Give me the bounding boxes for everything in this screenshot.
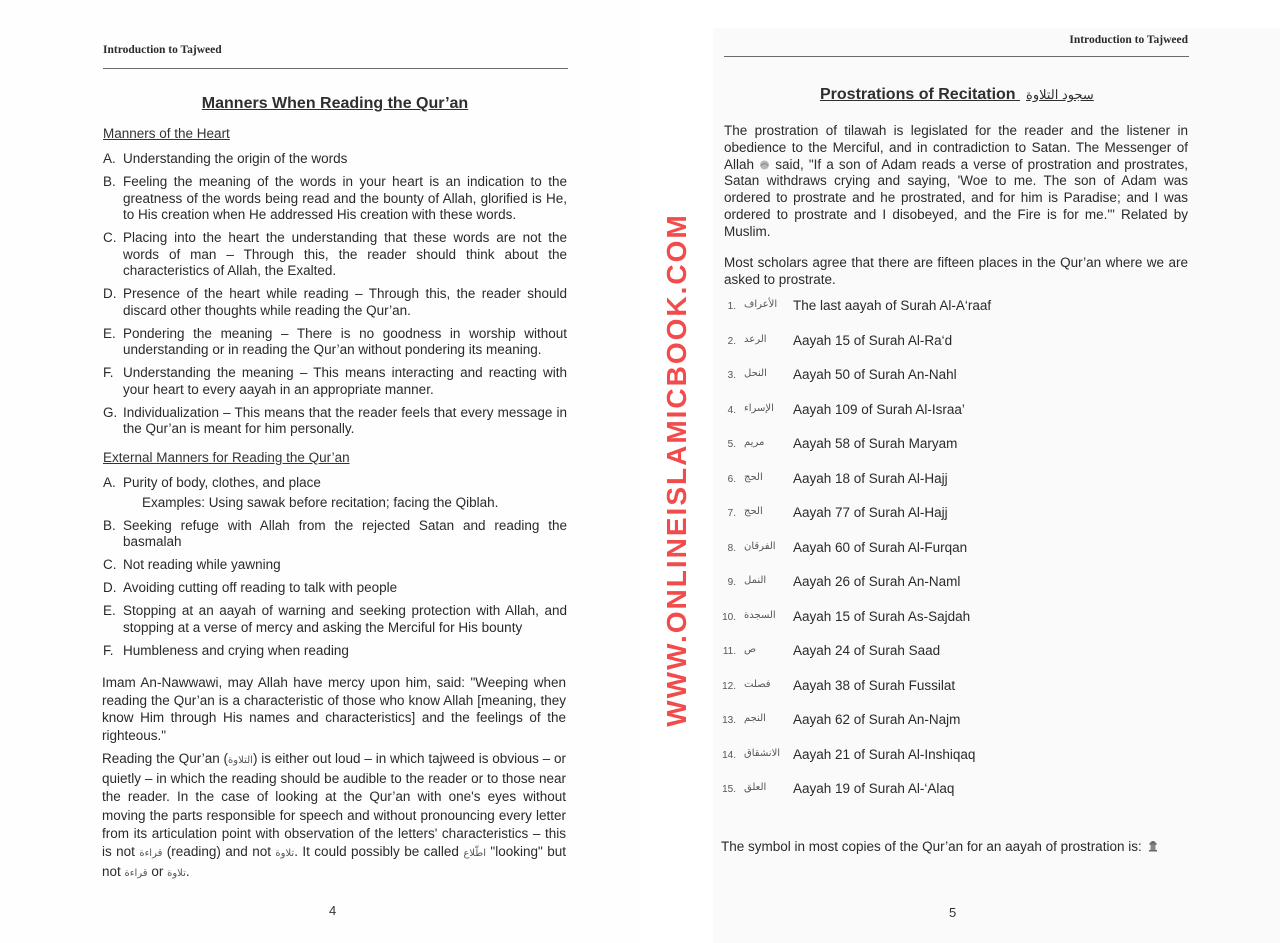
list-item [103, 230, 567, 280]
text-run: The prostration of tilawah is legislated for the reader and the listener in obedience to the Merciful, and in contradiction to Satan. The Messenger of Allah [724, 123, 1188, 172]
page-number: 4 [329, 903, 337, 918]
watermark-text: WWW.ONLINEISLAMICBOOK.COM [660, 213, 692, 727]
place-number: 5. [727, 439, 736, 450]
scholars-paragraph: Most scholars agree that there are fifteen places in the Qur’an where we are asked to prostrate. [724, 255, 1188, 287]
item-example: Examples: Using sawak before recitation; facing the Qiblah. [142, 494, 499, 510]
list-item [103, 365, 567, 398]
place-number: 14. [722, 749, 736, 761]
surah-arabic-name: النجم [744, 713, 766, 724]
salawat-honorific-icon [759, 160, 770, 170]
item-text: Feeling the meaning of the words in your heart is an indication to the greatness of the words being read and the bounty of Allah, glorified is He, to His creation when He addressed His creation with these words. [123, 174, 567, 222]
place-description: Aayah 15 of Surah As-Sajdah [793, 608, 971, 624]
place-number: 4. [727, 404, 736, 416]
prostration-place-item [720, 402, 1180, 437]
text-run: said, "If a son of Adam reads a verse of prostration and prostrates, Satan withdraws crying and saying, 'Woe to me. The son of Adam was ordered to prostrate and he prostrated, and for him is Paradise; and I was ordered to prostrate and I disobeyed, and the Fire is for me.'" Related by Muslim. [724, 156, 1188, 239]
item-text: Understanding the origin of the words [123, 151, 348, 166]
text-run: Reading the Qur’an ( [102, 751, 229, 766]
reading-paragraph [102, 750, 566, 883]
symbol-sentence [721, 838, 1158, 856]
item-letter: D. [103, 580, 117, 595]
item-text: Placing into the heart the understanding that these words are not the words of man – Through this, the reader should think about the characteristics of Allah, the Exalted. [123, 230, 567, 278]
place-number: 6. [727, 473, 736, 485]
item-text: Not reading while yawning [123, 557, 281, 572]
prostration-places-list [720, 298, 1180, 816]
list-item [103, 580, 567, 597]
header-rule [103, 68, 568, 69]
prostration-place-item [720, 643, 1180, 678]
item-text: Understanding the meaning – This means interacting and reacting with your heart to every aayah in an appropriate manner. [123, 365, 567, 397]
place-description: Aayah 58 of Surah Maryam [793, 436, 958, 451]
prostration-place-item [720, 712, 1180, 747]
prostration-place-item [720, 678, 1180, 713]
prostration-symbol-icon [1148, 839, 1158, 852]
item-letter: D. [103, 286, 117, 301]
text-run: The symbol in most copies of the Qur’an for an aayah of prostration is: [721, 839, 1142, 854]
place-description: Aayah 24 of Surah Saad [793, 643, 941, 658]
surah-arabic-name: الفرقان [744, 540, 776, 552]
right-page [713, 28, 1280, 943]
text-run: or [147, 864, 168, 880]
place-description: Aayah 50 of Surah An-Nahl [793, 367, 957, 382]
place-description: Aayah 19 of Surah Al-‘Alaq [793, 781, 955, 796]
arabic-term: قراءة [139, 848, 163, 860]
list-item [103, 151, 567, 168]
surah-arabic-name: مريم [744, 437, 765, 448]
item-text: Seeking refuge with Allah from the rejected Satan and reading the basmalah [123, 517, 567, 549]
page-number: 5 [949, 905, 957, 920]
place-description: Aayah 18 of Surah Al-Hajj [793, 470, 948, 486]
place-number: 7. [727, 508, 736, 519]
text-run: . [185, 864, 190, 880]
arabic-term: تلاوة [275, 848, 295, 860]
watermark [640, 60, 713, 880]
text-run: . It could possibly be called [294, 844, 464, 860]
prostration-place-item [720, 505, 1180, 540]
arabic-term: قراءة [124, 868, 148, 880]
section-heading-heart: Manners of the Heart [103, 126, 230, 141]
place-description: The last aayah of Surah Al-A‘raaf [793, 298, 992, 313]
list-item [103, 643, 567, 660]
prostration-place-item [720, 747, 1180, 782]
nawawi-quote-paragraph: Imam An-Nawwawi, may Allah have mercy upon him, said: "Weeping when reading the Qur’an is a characteristic of those who know Allah [meaning, they know Him through His names and characteristics] and the feelings of the righteous." [102, 675, 566, 743]
list-item [103, 557, 567, 574]
item-letter: E. [103, 325, 116, 341]
item-letter: E. [103, 603, 116, 618]
manners-of-heart-list [103, 151, 567, 444]
place-number: 3. [727, 370, 736, 381]
surah-arabic-name: الانشقاق [744, 747, 781, 759]
place-number: 2. [727, 335, 736, 347]
arabic-term: التلاوة [228, 755, 253, 766]
place-description: Aayah 21 of Surah Al-Inshiqaq [793, 746, 976, 762]
list-item [103, 174, 567, 224]
place-number: 12. [722, 680, 736, 692]
item-letter: C. [103, 230, 117, 245]
place-description: Aayah 38 of Surah Fussilat [793, 677, 956, 693]
item-text: Avoiding cutting off reading to talk with people [123, 580, 398, 595]
list-item [103, 326, 567, 359]
prostration-place-item [720, 471, 1180, 506]
item-letter: B. [103, 174, 116, 189]
page-title: Manners When Reading the Qur’an [201, 95, 469, 112]
place-description: Aayah 62 of Surah An-Najm [793, 712, 961, 727]
surah-arabic-name: العلق [744, 782, 767, 793]
place-number: 1. [727, 301, 736, 312]
text-run: (reading) and not [162, 844, 276, 860]
prostration-place-item [720, 574, 1180, 609]
surah-arabic-name: الأعراف [744, 299, 778, 310]
section-heading-external: External Manners for Reading the Qur’an [103, 450, 350, 465]
place-number: 10. [722, 611, 736, 623]
prostration-place-item [720, 333, 1180, 368]
place-description: Aayah 109 of Surah Al-Israa’ [793, 401, 965, 417]
prostration-place-item [720, 781, 1180, 816]
arabic-term: اطّلاع [463, 848, 486, 860]
item-text: Pondering the meaning – There is no goodness in worship without understanding or in reading the Qur’an without pondering its meaning. [123, 325, 567, 357]
list-item [103, 475, 567, 511]
prostration-place-item [720, 609, 1180, 644]
text-run: "looking" but not [102, 844, 566, 880]
item-text: Stopping at an aayah of warning and seeking protection with Allah, and stopping at a verse of mercy and asking the Merciful for His bounty [123, 603, 567, 635]
item-text: Purity of body, clothes, and place [123, 475, 321, 490]
list-item [103, 603, 567, 636]
running-head: Introduction to Tajweed [1069, 34, 1188, 46]
place-description: Aayah 26 of Surah An-Naml [793, 574, 961, 589]
item-letter: A. [103, 475, 116, 490]
surah-arabic-name: ص [744, 644, 757, 655]
surah-arabic-name: النمل [744, 575, 767, 586]
item-letter: A. [103, 151, 116, 166]
list-item [103, 405, 567, 438]
prostration-place-item [720, 436, 1180, 471]
place-description: Aayah 77 of Surah Al-Hajj [793, 505, 948, 520]
surah-arabic-name: الحج [744, 471, 763, 483]
running-head: Introduction to Tajweed [103, 44, 222, 56]
surah-arabic-name: الإسراء [744, 402, 774, 414]
item-letter: B. [103, 517, 116, 533]
intro-paragraph [724, 123, 1188, 241]
list-item [103, 286, 567, 319]
prostration-place-item [720, 540, 1180, 575]
title-arabic: سجود التلاوة [1026, 87, 1094, 102]
item-text: Presence of the heart while reading – Through this, the reader should discard other thoughts while reading the Qur’an. [123, 286, 567, 318]
item-letter: F. [103, 642, 114, 658]
title-english: Prostrations of Recitation [820, 86, 1016, 103]
surah-arabic-name: السجدة [744, 609, 776, 621]
item-letter: C. [103, 557, 117, 572]
surah-arabic-name: النحل [744, 368, 767, 379]
place-description: Aayah 15 of Surah Al-Ra‘d [793, 332, 953, 348]
place-number: 15. [722, 784, 736, 795]
item-text: Individualization – This means that the reader feels that every message in the Qur’an is meant for him personally. [123, 404, 567, 436]
external-manners-list [103, 475, 567, 666]
place-number: 11. [722, 646, 736, 657]
place-number: 13. [722, 715, 736, 726]
item-text: Humbleness and crying when reading [123, 642, 349, 658]
surah-arabic-name: فصلت [744, 678, 771, 690]
place-number: 8. [727, 542, 736, 554]
place-description: Aayah 60 of Surah Al-Furqan [793, 539, 968, 555]
item-letter: G. [103, 404, 118, 420]
list-item [103, 518, 567, 551]
text-run: ) is either out loud – in which tajweed is obvious – or quietly – in which the reading should be audible to the reader or to those near the reader. In the case of looking at the Qur’an with one's eyes without moving the parts responsible for speech and without pronouncing every letter from its articulation point with observation of the letters' characteristics – this is not [102, 751, 566, 860]
surah-arabic-name: الرعد [744, 333, 767, 345]
header-rule [724, 56, 1189, 57]
place-number: 9. [727, 577, 736, 588]
page-title [820, 86, 1094, 104]
item-letter: F. [103, 365, 114, 380]
prostration-place-item [720, 367, 1180, 402]
prostration-place-item [720, 298, 1180, 333]
arabic-term: تلاوة [167, 868, 186, 880]
surah-arabic-name: الحج [744, 506, 763, 517]
